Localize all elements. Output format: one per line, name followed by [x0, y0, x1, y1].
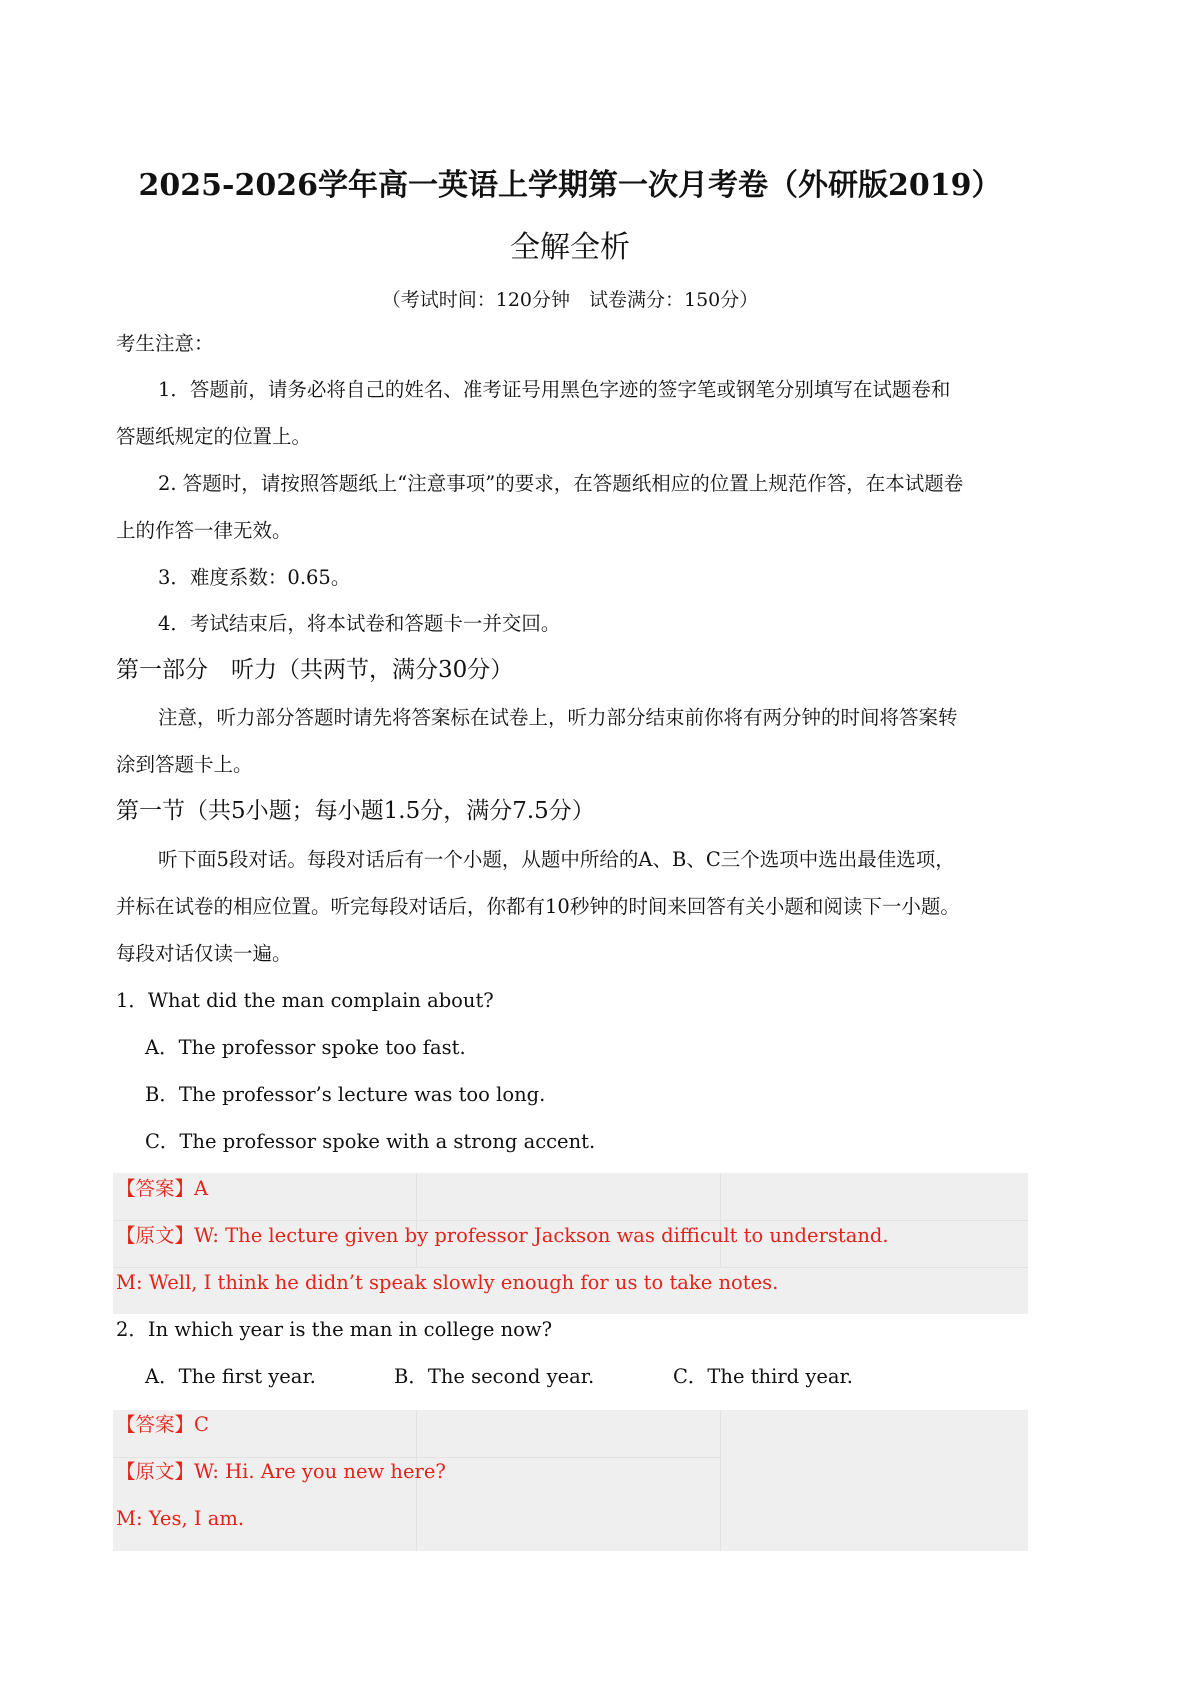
- answer-value: A: [194, 1177, 209, 1200]
- answer-label: 【答案】: [116, 1177, 195, 1200]
- part1-note-line-1: 注意，听力部分答题时请先将答案标在试卷上，听力部分结束前你将有两分钟的时间将答案转: [158, 706, 958, 729]
- part1-title: 第一部分 听力（共两节，满分30分）: [116, 657, 514, 683]
- transcript-text: W: Hi. Are you new here?: [194, 1460, 446, 1483]
- section1-instr-line-1: 听下面5段对话。每段对话后有一个小题，从题中所给的A、B、C三个选项中选出最佳选项，: [158, 848, 955, 871]
- question-1-transcript-line-1: [116, 1212, 1036, 1259]
- page-title: 2025-2026学年高一英语上学期第一次月考卷（外研版2019）: [138, 168, 1002, 203]
- notice-item-1-line-1: 1．答题前，请务必将自己的姓名、准考证号用黑色字迹的签字笔或钢笔分别填写在试题卷和: [158, 378, 951, 401]
- notice-item-3: 3．难度系数：0.65。: [158, 566, 351, 589]
- question-2-option-c: C．The third year.: [673, 1365, 853, 1388]
- question-2-transcript-line-2: M: Yes, I am.: [116, 1507, 245, 1530]
- transcript-label: 【原文】: [116, 1224, 195, 1247]
- transcript-text: W: The lecture given by professor Jackson was difficult to understand.: [194, 1224, 889, 1247]
- question-1-option-a: A．The professor spoke too fast.: [145, 1036, 466, 1059]
- notice-item-1-line-2: 答题纸规定的位置上。: [116, 425, 312, 448]
- notice-item-2-line-2: 上的作答一律无效。: [116, 519, 292, 542]
- question-2-transcript-line-1: [116, 1448, 1036, 1495]
- answer-label: 【答案】: [116, 1413, 195, 1436]
- answer-value: C: [194, 1413, 209, 1436]
- section1-instr-line-2: 并标在试卷的相应位置。听完每段对话后，你都有10秒钟的时间来回答有关小题和阅读下一小题。: [116, 895, 960, 918]
- question-2-stem: 2．In which year is the man in college now?: [116, 1318, 553, 1341]
- exam-meta: （考试时间：120分钟 试卷满分：150分）: [381, 289, 759, 311]
- question-1-option-b: B．The professor’s lecture was too long.: [145, 1083, 546, 1106]
- question-1-transcript-line-2: M: Well, I think he didn’t speak slowly enough for us to take notes.: [116, 1271, 779, 1294]
- question-2-option-b: B．The second year.: [394, 1365, 595, 1388]
- notice-item-4: 4．考试结束后，将本试卷和答题卡一并交回。: [158, 612, 561, 635]
- question-1-answer: [116, 1165, 1036, 1212]
- part1-note-line-2: 涂到答题卡上。: [116, 753, 253, 776]
- question-1-option-c: C．The professor spoke with a strong accent.: [145, 1130, 596, 1153]
- notice-item-2-line-1: 2. 答题时，请按照答题纸上“注意事项”的要求，在答题纸相应的位置上规范作答，在本试题卷: [158, 472, 964, 495]
- transcript-label: 【原文】: [116, 1460, 195, 1483]
- page-subtitle: 全解全析: [510, 230, 630, 265]
- question-1-stem: 1．What did the man complain about?: [116, 989, 494, 1012]
- question-2-answer: [116, 1401, 1036, 1448]
- notice-heading: 考生注意：: [116, 332, 214, 355]
- section1-title: 第一节（共5小题；每小题1.5分，满分7.5分）: [116, 798, 595, 824]
- question-2-option-a: A．The first year.: [145, 1365, 316, 1388]
- section1-instr-line-3: 每段对话仅读一遍。: [116, 942, 292, 965]
